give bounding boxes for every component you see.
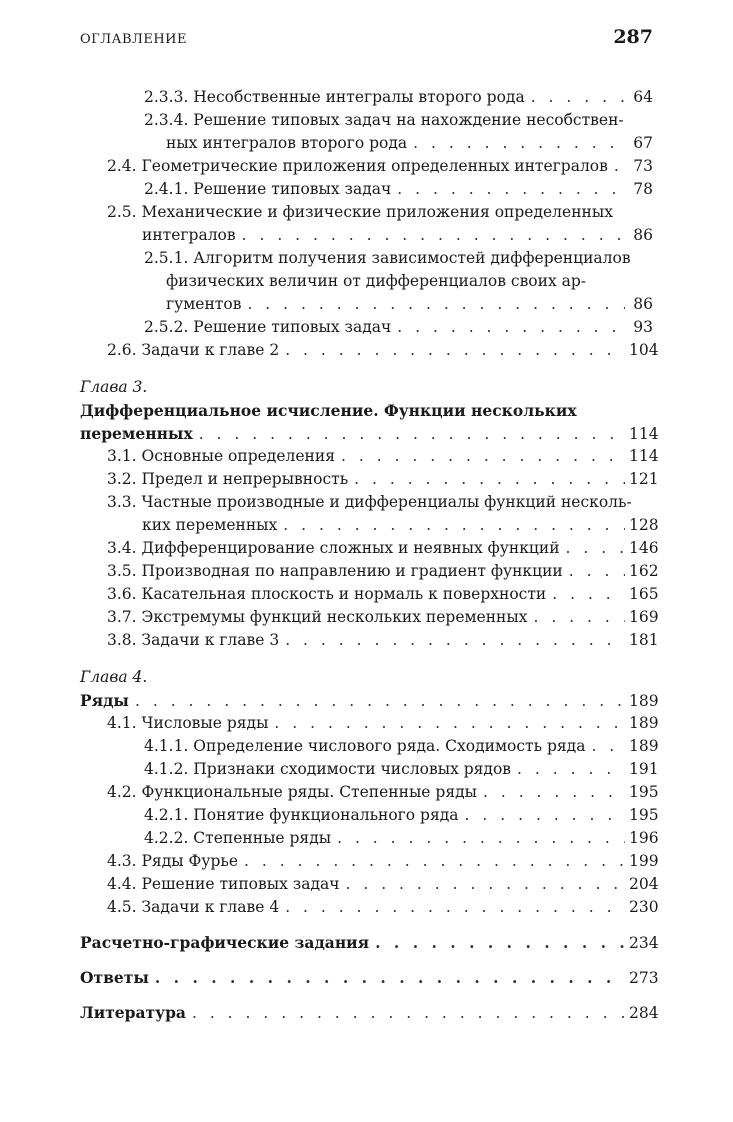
toc-page-number: 189 <box>629 714 659 732</box>
dot-leader <box>242 224 625 247</box>
toc-page-number: 114 <box>629 447 659 465</box>
toc-entry-answers[interactable] <box>80 966 659 989</box>
toc-entry-2-3-3[interactable] <box>80 86 653 109</box>
toc-entry-label: 2.4. Геометрические приложения определенных интегралов <box>107 157 608 175</box>
toc-entry-label: 4.1. Числовые ряды <box>107 714 269 732</box>
toc-entry-label: 4.4. Решение типовых задач <box>107 875 340 893</box>
dot-leader <box>244 850 625 873</box>
toc-entry-4-2-1[interactable] <box>80 804 659 827</box>
toc-page-number: 86 <box>633 295 653 313</box>
toc-entry-2-3-4[interactable] <box>80 132 653 155</box>
toc-entry-label: 2.5.2. Решение типовых задач <box>144 318 392 336</box>
toc-entry-label: переменных <box>80 424 193 443</box>
toc-entry-label: 3.8. Задачи к главе 3 <box>107 631 280 649</box>
dot-leader <box>199 423 625 446</box>
toc-entry-4-4[interactable] <box>80 873 659 896</box>
toc-entry-chapter-4[interactable] <box>80 689 659 712</box>
chapter-label-3: Глава 3. <box>80 378 148 396</box>
toc-page-number: 199 <box>629 852 659 870</box>
toc-page-number: 191 <box>629 760 659 778</box>
toc-entry-label: 3.5. Производная по направлению и градиент функции <box>107 562 563 580</box>
dot-leader <box>274 712 625 735</box>
dot-leader <box>283 514 625 537</box>
toc-page-number: 162 <box>629 562 659 580</box>
toc-entry-assignments[interactable] <box>80 931 659 954</box>
toc-page-number: 181 <box>629 631 659 649</box>
dot-leader <box>531 86 625 109</box>
toc-page-number: 169 <box>629 608 659 626</box>
dot-leader <box>397 178 625 201</box>
toc-entry-4-1-2[interactable] <box>80 758 659 781</box>
dot-leader <box>135 690 625 713</box>
toc-page-number: 86 <box>633 226 653 244</box>
toc-entry-label: 4.3. Ряды Фурье <box>107 852 239 870</box>
dot-leader <box>533 606 625 629</box>
toc-entry-4-3[interactable] <box>80 850 659 873</box>
toc-page-number: 121 <box>629 470 659 488</box>
toc-entry-label: 3.4. Дифференцирование сложных и неявных функций <box>107 539 560 557</box>
toc-entry-label: Литература <box>80 1003 186 1022</box>
toc-entry-label: 4.5. Задачи к главе 4 <box>107 898 280 916</box>
toc-page-number: 67 <box>633 134 653 152</box>
toc-page-number: 189 <box>629 692 659 710</box>
dot-leader <box>566 537 625 560</box>
toc-entry-3-5[interactable] <box>80 560 659 583</box>
toc-entry-3-8[interactable] <box>80 629 659 652</box>
toc-page-number: 104 <box>629 341 659 359</box>
toc-page-number: 146 <box>629 539 659 557</box>
dot-leader <box>614 155 625 178</box>
toc-entry-label: 4.1.2. Признаки сходимости числовых рядов <box>144 760 512 778</box>
dot-leader <box>155 966 625 989</box>
toc-page-number: 189 <box>629 737 659 755</box>
toc-entry-literature[interactable] <box>80 1001 659 1024</box>
dot-leader <box>552 583 625 606</box>
toc-entry-2-4[interactable] <box>80 155 653 178</box>
toc-page-number: 128 <box>629 516 659 534</box>
dot-leader <box>341 445 625 468</box>
toc-entry-chapter-3[interactable] <box>80 422 659 445</box>
toc-entry-label: интегралов <box>142 226 236 244</box>
toc-entry-3-6[interactable] <box>80 583 659 606</box>
toc-page-number: 284 <box>629 1004 659 1022</box>
dot-leader <box>413 132 625 155</box>
toc-entry-2-5[interactable] <box>80 224 653 247</box>
toc-page-number: 230 <box>629 898 659 916</box>
dot-leader <box>192 1002 625 1025</box>
running-head <box>80 26 653 52</box>
dot-leader <box>465 804 625 827</box>
toc-entry-label: 3.1. Основные определения <box>107 447 335 465</box>
toc-page-number: 73 <box>633 157 653 175</box>
table-of-contents <box>80 86 659 1024</box>
toc-entry-label: 3.7. Экстремумы функций нескольких переменных <box>107 608 528 626</box>
dot-leader <box>591 735 625 758</box>
toc-page-number: 78 <box>633 180 653 198</box>
toc-entry-3-1[interactable] <box>80 445 659 468</box>
toc-entry-4-5[interactable] <box>80 896 659 919</box>
toc-entry-3-4[interactable] <box>80 537 659 560</box>
toc-entry-2-5-1[interactable] <box>80 293 653 316</box>
toc-entry-label: 4.1.1. Определение числового ряда. Сходимость ряда <box>144 737 586 755</box>
toc-entry-label: Расчетно-графические задания <box>80 933 370 952</box>
running-title: ОГЛАВЛЕНИЕ <box>80 32 188 47</box>
dot-leader <box>569 560 625 583</box>
toc-entry-label: 3.2. Предел и непрерывность <box>107 470 349 488</box>
toc-entry-label: Ряды <box>80 691 129 710</box>
dot-leader <box>483 781 625 804</box>
toc-entry-2-5-line[interactable]: 2.5. Механические и физические приложения определенных <box>107 203 613 221</box>
toc-page-number: 64 <box>633 88 653 106</box>
toc-page-number: 114 <box>629 425 659 443</box>
toc-entry-2-5-1-line[interactable]: физических величин от дифференциалов своих ар- <box>166 272 587 290</box>
toc-entry-2-5-2[interactable] <box>80 316 653 339</box>
toc-entry-2-6[interactable] <box>80 339 659 362</box>
toc-page-number: 204 <box>629 875 659 893</box>
toc-page-number: 165 <box>629 585 659 603</box>
toc-entry-label: Ответы <box>80 968 149 987</box>
toc-page-number: 196 <box>629 829 659 847</box>
toc-entry-3-3-line[interactable]: 3.3. Частные производные и дифференциалы функций несколь- <box>107 493 632 511</box>
toc-entry-4-2[interactable] <box>80 781 659 804</box>
toc-page-number: 195 <box>629 783 659 801</box>
toc-entry-4-1[interactable] <box>80 712 659 735</box>
toc-entry-2-5-1-line[interactable]: 2.5.1. Алгоритм получения зависимостей дифференциалов <box>144 249 631 267</box>
dot-leader <box>285 339 625 362</box>
toc-page-number: 93 <box>633 318 653 336</box>
dot-leader <box>354 468 625 491</box>
toc-entry-label: 2.4.1. Решение типовых задач <box>144 180 392 198</box>
page-number: 287 <box>613 26 653 48</box>
dot-leader <box>517 758 625 781</box>
toc-entry-label: ких переменных <box>142 516 278 534</box>
toc-entry-label: 4.2. Функциональные ряды. Степенные ряды <box>107 783 477 801</box>
toc-entry-label: ных интегралов второго рода <box>166 134 408 152</box>
dot-leader <box>345 873 625 896</box>
toc-entry-2-3-4-line[interactable]: 2.3.4. Решение типовых задач на нахождение несобствен- <box>144 111 624 129</box>
toc-page-number: 234 <box>629 934 659 952</box>
toc-entry-3-2[interactable] <box>80 468 659 491</box>
toc-entry-4-1-1[interactable] <box>80 735 659 758</box>
toc-page-number: 195 <box>629 806 659 824</box>
dot-leader <box>247 293 625 316</box>
toc-entry-label: 4.2.2. Степенные ряды <box>144 829 332 847</box>
toc-entry-2-4-1[interactable] <box>80 178 653 201</box>
dot-leader <box>337 827 625 850</box>
toc-page-number: 273 <box>629 969 659 987</box>
dot-leader <box>397 316 625 339</box>
toc-entry-label: гументов <box>166 295 242 313</box>
toc-entry-3-7[interactable] <box>80 606 659 629</box>
chapter-label-4: Глава 4. <box>80 668 148 686</box>
toc-entry-label: 2.3.3. Несобственные интегралы второго рода <box>144 88 525 106</box>
dot-leader <box>285 896 625 919</box>
chapter-title-3-line[interactable]: Дифференциальное исчисление. Функции нескольких <box>80 401 577 420</box>
toc-entry-3-3[interactable] <box>80 514 659 537</box>
dot-leader <box>285 629 625 652</box>
toc-entry-label: 2.6. Задачи к главе 2 <box>107 341 280 359</box>
toc-entry-label: 3.6. Касательная плоскость и нормаль к поверхности <box>107 585 547 603</box>
dot-leader <box>375 931 625 954</box>
toc-entry-4-2-2[interactable] <box>80 827 659 850</box>
toc-entry-label: 4.2.1. Понятие функционального ряда <box>144 806 459 824</box>
